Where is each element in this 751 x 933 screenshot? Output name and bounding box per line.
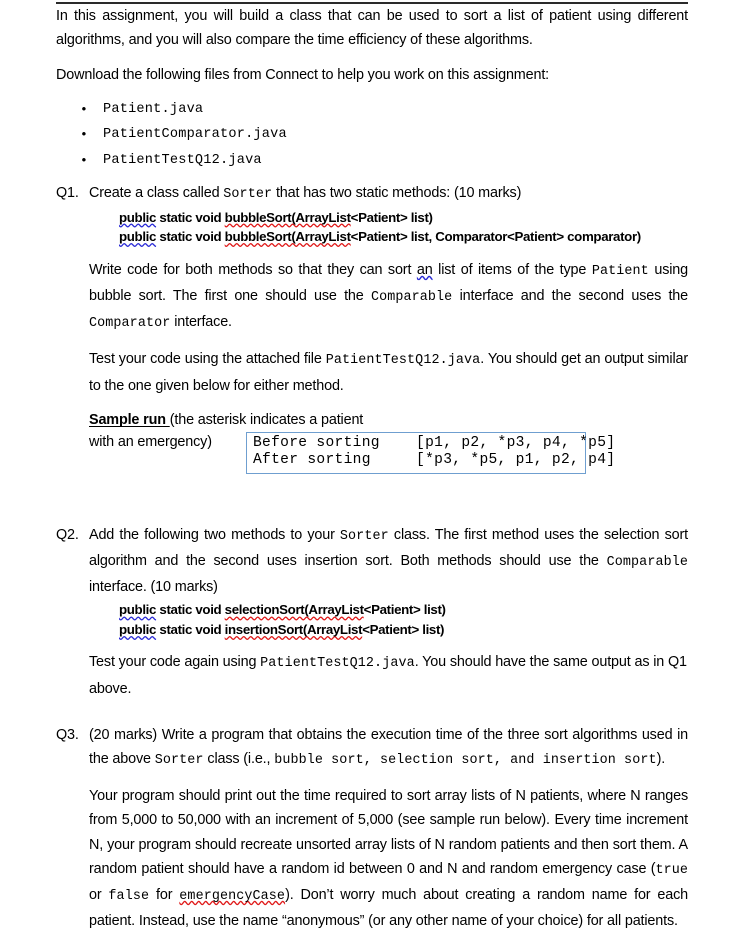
sample-output-box bbox=[246, 432, 616, 474]
text: . You should get an output similar to the one given below for either method. bbox=[89, 351, 688, 394]
code-true: true bbox=[655, 862, 688, 878]
text: class. The first method uses the selection sort algorithm and the second uses insertion sort. Both methods should use the bbox=[89, 526, 688, 570]
q1-prompt-part-1: Create a class called bbox=[89, 184, 224, 201]
question-q1 bbox=[56, 181, 688, 523]
text: interface and the second uses the bbox=[452, 288, 689, 305]
question-label-q1: Q1. bbox=[56, 184, 79, 201]
q2-method-signatures bbox=[89, 600, 688, 639]
q1-signature-1 bbox=[119, 208, 688, 228]
list-item bbox=[56, 150, 688, 171]
keyword-public: public bbox=[119, 621, 157, 637]
text: using bubble sort. The first one should use the bbox=[89, 261, 688, 305]
list-item bbox=[56, 124, 688, 145]
code-algorithm-list: bubble sort, selection sort, and insertion sort bbox=[274, 753, 657, 769]
code-false: false bbox=[108, 889, 150, 905]
intro-paragraph-2: Download the following files from Connect to help you work on this assignment: bbox=[56, 67, 550, 84]
code-test-file: PatientTestQ12.java bbox=[325, 353, 481, 369]
q1-method-signatures bbox=[89, 208, 688, 247]
question-q3 bbox=[56, 723, 688, 933]
question-label-q2: Q2. bbox=[56, 526, 79, 543]
sig-middle: static void bbox=[156, 229, 225, 245]
q1-paragraph-2 bbox=[89, 347, 688, 397]
sample-output-line-1: Before sorting [p1, p2, *p3, p4, *p5] bbox=[253, 434, 616, 451]
text: interface. (10 marks) bbox=[89, 579, 218, 596]
q1-prompt bbox=[89, 181, 688, 207]
intro-paragraph-1: In this assignment, you will build a class that can be used to sort a list of patient using different algorithms, and you will also compare the time efficiency of these algorithms. bbox=[56, 8, 688, 49]
q2-signature-2 bbox=[119, 620, 688, 640]
text: list of items of the type bbox=[432, 261, 592, 278]
q3-paragraph-2 bbox=[89, 784, 688, 933]
code-sorter: Sorter bbox=[154, 753, 204, 769]
q1-prompt-part-2: that has two static methods: (10 marks) bbox=[272, 184, 522, 201]
code-sorter: Sorter bbox=[339, 528, 389, 544]
text: for bbox=[149, 887, 180, 904]
text: Your program should print out the time required to sort array lists of N patients, where N ranges from 5,000 to 50,000 with an increment of 5,000 (see sample run below). Every time increment N, your program should recreate unsorted array lists of N random patients and then sort them. A random patient should have a random id between 0 and N and random emergency case ( bbox=[89, 788, 688, 877]
text: Add the following two methods to your bbox=[89, 526, 340, 543]
sig-middle: static void bbox=[156, 621, 225, 637]
bullet-icon: • bbox=[80, 127, 89, 143]
text: . You should have the same output as in Q1 above. bbox=[89, 654, 687, 697]
q2-signature-1 bbox=[119, 600, 688, 620]
text: or bbox=[89, 887, 109, 904]
keyword-public: public bbox=[119, 602, 157, 618]
q3-prompt bbox=[89, 723, 688, 773]
text: interface. bbox=[170, 314, 232, 331]
sample-output-line-2: After sorting [*p3, *p5, p1, p2, p4] bbox=[253, 452, 616, 469]
keyword-public: public bbox=[119, 229, 157, 245]
text: Test your code using the attached file bbox=[89, 351, 326, 368]
q2-paragraph bbox=[89, 650, 688, 700]
method-name: bubbleSort(ArrayList bbox=[224, 229, 351, 245]
text: Write code for both methods so that they can sort bbox=[89, 261, 417, 278]
question-q2 bbox=[56, 523, 688, 723]
text: class (i.e., bbox=[203, 751, 275, 768]
sig-middle: static void bbox=[156, 602, 225, 618]
file-name: PatientTestQ12.java bbox=[103, 152, 262, 168]
sig-tail: <Patient> list) bbox=[363, 602, 446, 618]
text: ). bbox=[656, 751, 666, 768]
list-item bbox=[56, 99, 688, 120]
q2-prompt bbox=[89, 523, 688, 600]
question-label-q3: Q3. bbox=[56, 726, 79, 743]
code-comparable: Comparable bbox=[370, 290, 453, 306]
code-test-file: PatientTestQ12.java bbox=[260, 656, 415, 672]
bullet-icon: • bbox=[80, 152, 89, 168]
sample-run-note: (the asterisk indicates a patient with an emergency) bbox=[89, 411, 364, 450]
text: (20 marks) Write a program that obtains the execution time of the three sort algorithms used in the above bbox=[89, 726, 688, 768]
sig-tail: <Patient> list, Comparator<Patient> comparator) bbox=[350, 229, 641, 245]
method-name: insertionSort(ArrayList bbox=[224, 621, 363, 637]
download-file-list bbox=[56, 99, 688, 171]
q1-paragraph-1 bbox=[89, 258, 688, 337]
bullet-icon: • bbox=[80, 101, 89, 117]
text: ). Don’t worry much about creating a random name for each patient. Instead, use the name “anonymous” (or any other name of your choice) for all patients. bbox=[89, 887, 688, 930]
grammar-flagged-an: an bbox=[416, 261, 433, 278]
q1-sample-run bbox=[89, 409, 688, 469]
q1-code-sorter: Sorter bbox=[223, 186, 273, 202]
document-content bbox=[56, 4, 688, 933]
text: Test your code again using bbox=[89, 654, 261, 671]
code-comparable: Comparable bbox=[606, 555, 688, 571]
code-emergency-case: emergencyCase bbox=[179, 889, 286, 905]
keyword-public: public bbox=[119, 209, 157, 225]
method-name: bubbleSort(ArrayList bbox=[224, 209, 351, 225]
file-name: PatientComparator.java bbox=[103, 127, 287, 143]
sig-tail: <Patient> list) bbox=[362, 621, 445, 637]
code-comparator: Comparator bbox=[89, 316, 171, 332]
sig-middle: static void bbox=[156, 209, 225, 225]
sig-tail: <Patient> list) bbox=[350, 209, 433, 225]
file-name: Patient.java bbox=[103, 101, 204, 117]
sample-run-label: Sample run bbox=[89, 411, 170, 428]
method-name: selectionSort(ArrayList bbox=[224, 602, 364, 618]
code-patient: Patient bbox=[591, 263, 649, 279]
q1-signature-2 bbox=[119, 227, 688, 247]
